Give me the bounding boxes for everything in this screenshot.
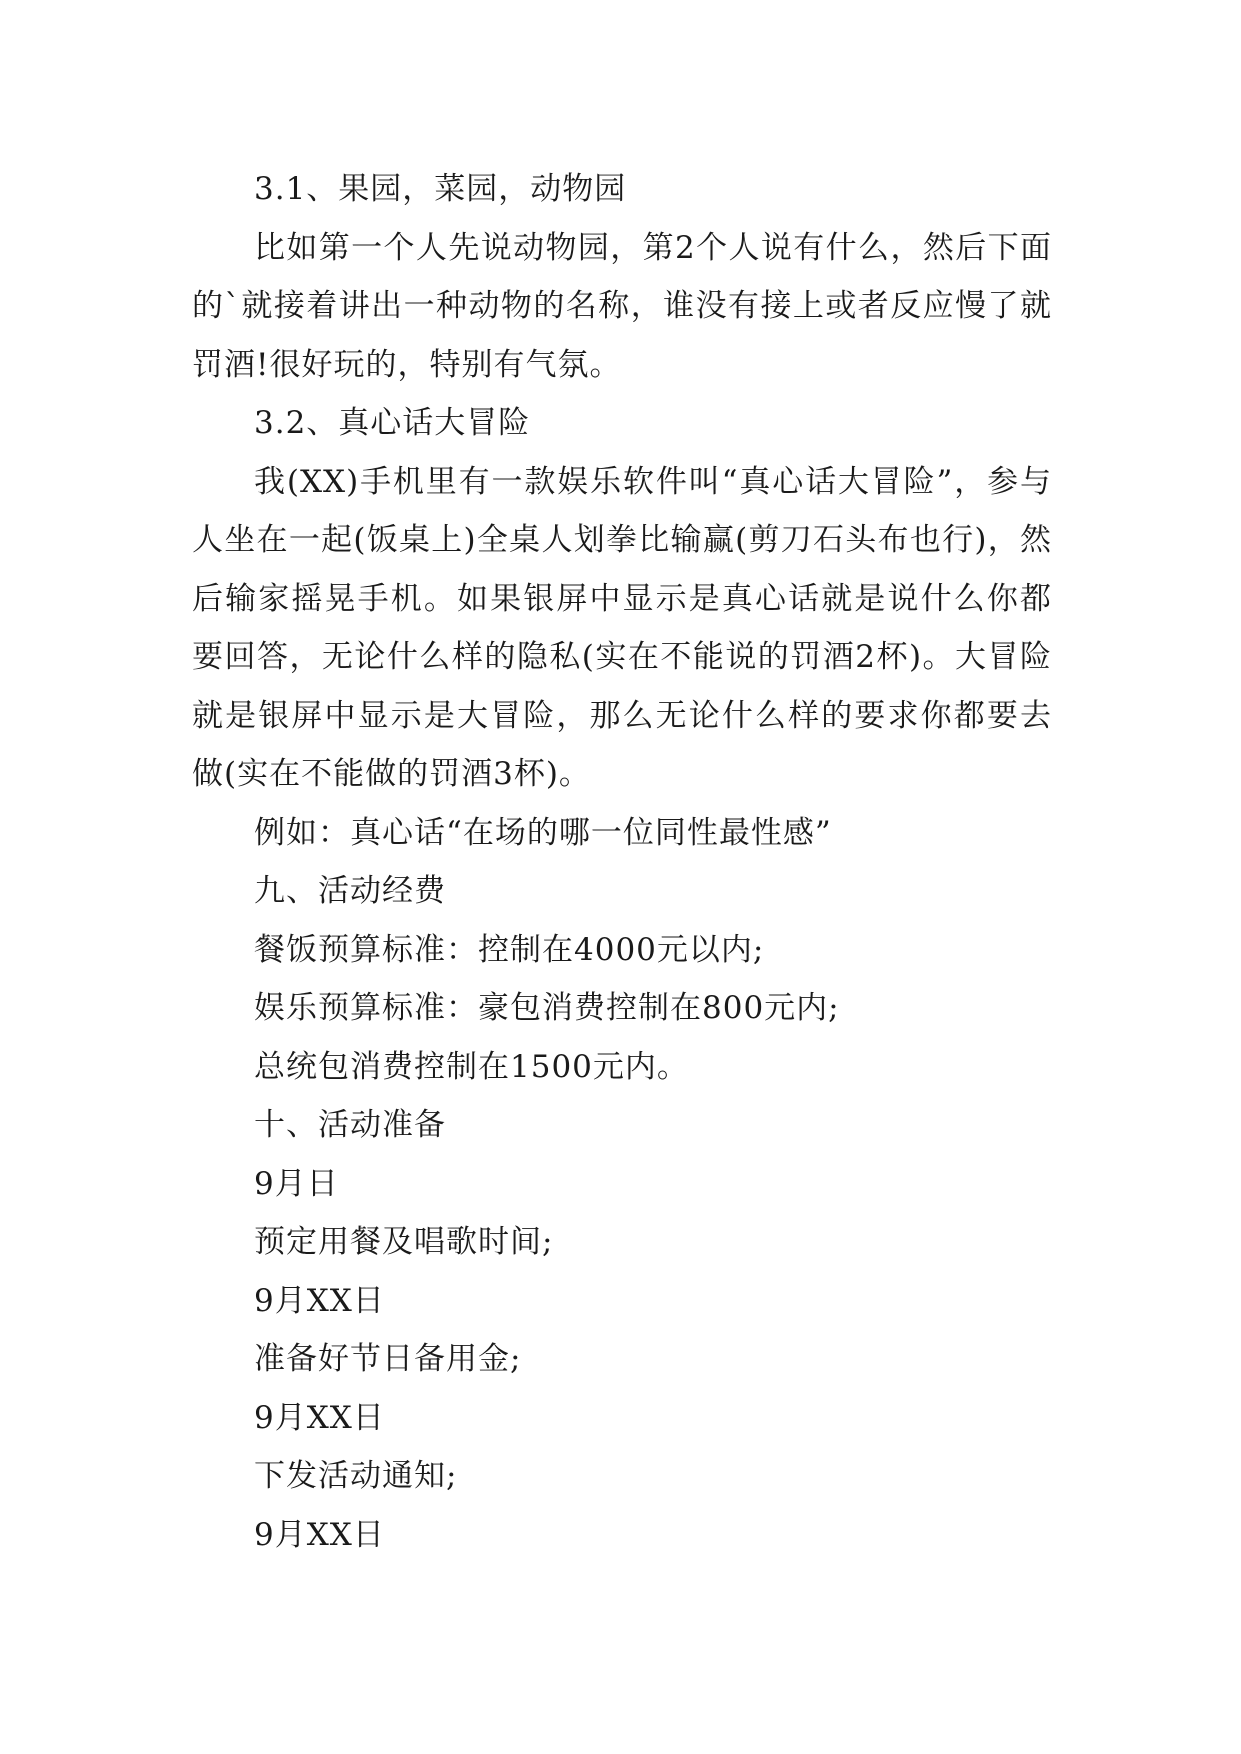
paragraph-game-rules: 比如第一个人先说动物园，第2个人说有什么，然后下面的`就接着讲出一种动物的名称，谁没有接上或者反应慢了就罚酒!很好玩的，特别有气氛。 bbox=[192, 229, 1052, 383]
document-body bbox=[192, 160, 1052, 1564]
section-heading-preparation: 十、活动准备 bbox=[254, 1107, 446, 1143]
budget-line-suite: 总统包消费控制在1500元内。 bbox=[254, 1048, 689, 1085]
budget-line-entertainment: 娱乐预算标准：豪包消费控制在800元内; bbox=[254, 990, 840, 1026]
schedule-date: 9月XX日 bbox=[254, 1399, 385, 1436]
section-heading-3-2: 3.2、真心话大冒险 bbox=[254, 405, 531, 441]
paragraph-example: 例如：真心话“在场的哪一位同性最性感” bbox=[254, 814, 832, 851]
section-heading-3-1: 3.1、果园，菜园，动物园 bbox=[254, 171, 627, 207]
section-heading-budget: 九、活动经费 bbox=[254, 873, 446, 909]
schedule-task: 预定用餐及唱歌时间; bbox=[254, 1224, 554, 1260]
budget-line-meal: 餐饭预算标准：控制在4000元以内; bbox=[254, 931, 765, 968]
schedule-date: 9月日 bbox=[254, 1165, 339, 1202]
schedule-date: 9月XX日 bbox=[254, 1516, 385, 1553]
schedule-date: 9月XX日 bbox=[254, 1282, 385, 1319]
paragraph-truth-or-dare: 我(XX)手机里有一款娱乐软件叫“真心话大冒险”，参与人坐在一起(饭桌上)全桌人划拳比输赢(剪刀石头布也行)，然后输家摇晃手机。如果银屏中显示是真心话就是说什么你都要回答，无论什么样的隐私(实在不能说的罚酒2杯)。大冒险就是银屏中显示是大冒险，那么无论什么样的要求你都要去做(实在不能做的罚酒3杯)。 bbox=[192, 463, 1052, 792]
schedule-task: 下发活动通知; bbox=[254, 1458, 458, 1494]
schedule-task: 准备好节日备用金; bbox=[254, 1341, 522, 1377]
